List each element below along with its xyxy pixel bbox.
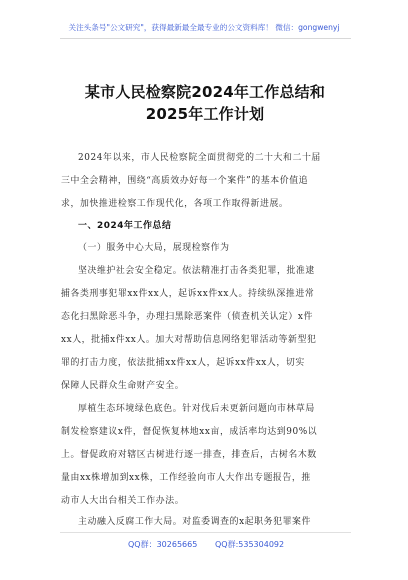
paragraph-line: 量由xx株增加到xx株，工作经验向市人大作出专题报告，推 — [61, 473, 311, 483]
paragraph-line: 动市人大出台相关工作办法。 — [61, 496, 185, 506]
footer-qq-group-1: QQ群：30265665 — [128, 540, 198, 549]
document-title-line-1: 某市人民检察院2024年工作总结和 — [84, 83, 326, 101]
paragraph-line: 捕各类刑事犯罪xx件xx人，起诉xx件xx人。持续纵深推进常 — [61, 289, 315, 299]
paragraph-line: xx人，批捕x件xx人。加大对帮助信息网络犯罪活动等新型犯 — [61, 335, 317, 345]
document-title-line-2: 2025年工作计划 — [145, 105, 265, 123]
paragraph-line: 罪的打击力度，依法批捕xx件xx人，起诉xx件xx人，切实 — [61, 358, 305, 368]
header-note: 关注头条号"公文研究"，获得最新最全最专业的公文资料库！ 微信：gongwenyj — [68, 23, 340, 32]
paragraph-line: 三中全会精神，围绕“高质效办好每一个案件”的基本价值追 — [61, 176, 309, 186]
paragraph-line: 态化扫黑除恶斗争，办理扫黑除恶案件（侦查机关认定）x件 — [61, 312, 313, 322]
paragraph-line: 求，加快推进检察工作现代化，各项工作取得新进展。 — [61, 199, 289, 209]
paragraph-line: 2024年以来，市人民检察院全面贯彻党的二十大和二十届 — [78, 153, 321, 163]
paragraph-line: 主动融入反腐工作大局。对监委调查的x起职务犯罪案件 — [78, 517, 312, 527]
footer-divider — [60, 532, 351, 533]
header-divider — [60, 38, 351, 39]
paragraph-line: 上。督促政府对辖区古树进行逐一排查，排查后，古树名木数 — [61, 450, 317, 460]
paragraph-line: 保障人民群众生命财产安全。 — [61, 381, 185, 391]
subsection-heading: （一）服务中心大局，展现检察作为 — [78, 243, 230, 253]
footer-qq-group-2: QQ群:535304092 — [215, 540, 285, 549]
paragraph-line: 坚决维护社会安全稳定。依法精准打击各类犯罪，批准逮 — [78, 266, 315, 276]
paragraph-line: 厚植生态环境绿色底色。针对伐后未更新问题向市林草局 — [78, 404, 315, 414]
paragraph-line: 制发检察建议x件，督促恢复林地xx亩，成活率均达到90%以 — [61, 427, 318, 437]
section-heading: 一、2024年工作总结 — [78, 221, 172, 231]
